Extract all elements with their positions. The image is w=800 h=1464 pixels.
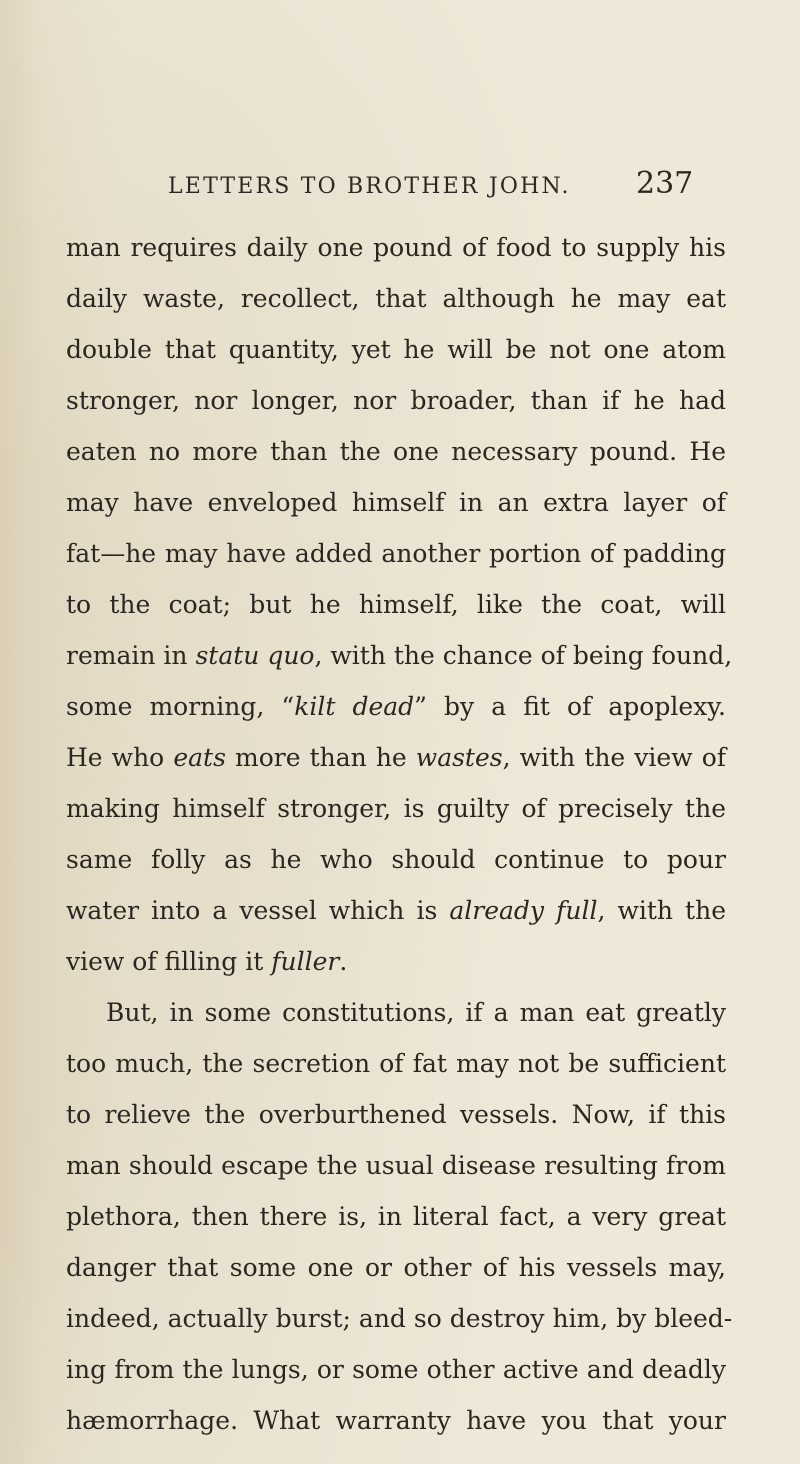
text-line <box>66 686 726 728</box>
italic-run: kilt dead <box>294 692 415 721</box>
text-line: stronger, nor longer, nor broader, than if he had <box>66 386 726 415</box>
text-line <box>66 635 733 677</box>
text-line <box>66 890 726 932</box>
text-run: view of filling it <box>66 947 272 976</box>
text-line: ing from the lungs, or some other active and deadly <box>66 1355 726 1384</box>
text-run: , with the <box>597 896 727 925</box>
text-run: , with the chance of being found, <box>314 641 733 670</box>
italic-run: wastes <box>415 743 503 772</box>
text-line: man should escape the usual disease resulting from <box>66 1151 726 1180</box>
text-run: He who <box>66 743 174 772</box>
text-line: hæmorrhage. What warranty have you that your <box>66 1406 726 1435</box>
text-line: same folly as he who should continue to pour <box>66 845 726 874</box>
text-run: water into a vessel which is <box>66 896 450 925</box>
text-run: . <box>339 947 348 976</box>
text-line: to relieve the overburthened vessels. Now, if this <box>66 1100 726 1129</box>
text-line: making himself stronger, is guilty of precisely the <box>66 794 726 823</box>
text-line: man requires daily one pound of food to supply his <box>66 233 726 262</box>
paragraph-start-line: But, in some constitutions, if a man eat greatly <box>106 998 726 1027</box>
text-line: eaten no more than the one necessary pound. He <box>66 437 726 466</box>
text-line: daily waste, recollect, that although he may eat <box>66 284 726 313</box>
text-line <box>66 737 726 779</box>
text-run: remain in <box>66 641 196 670</box>
italic-run: eats <box>173 743 226 772</box>
text-line: to the coat; but he himself, like the coat, will <box>66 590 726 619</box>
italic-run: fuller <box>271 947 340 976</box>
text-line: double that quantity, yet he will be not one atom <box>66 335 726 364</box>
text-run: more than he <box>225 743 416 772</box>
text-run: some morning, “ <box>66 692 295 721</box>
text-line <box>66 941 347 983</box>
running-head: LETTERS TO BROTHER JOHN. <box>168 174 571 199</box>
text-run: , with the view of <box>502 743 726 772</box>
text-line: plethora, then there is, in literal fact, a very great <box>66 1202 726 1231</box>
text-line: fat—he may have added another portion of padding <box>66 539 726 568</box>
italic-run: already full <box>449 896 598 925</box>
italic-run: statu quo <box>195 641 315 670</box>
page-number: 237 <box>636 166 694 201</box>
page-header <box>0 162 800 202</box>
text-run: ” by a fit of apoplexy. <box>414 692 727 721</box>
text-line: danger that some one or other of his vessels may, <box>66 1253 726 1282</box>
text-line: may have enveloped himself in an extra layer of <box>66 488 726 517</box>
text-line: indeed, actually burst; and so destroy him, by bleed- <box>66 1304 733 1333</box>
text-line: too much, the secretion of fat may not be sufficient <box>66 1049 726 1078</box>
